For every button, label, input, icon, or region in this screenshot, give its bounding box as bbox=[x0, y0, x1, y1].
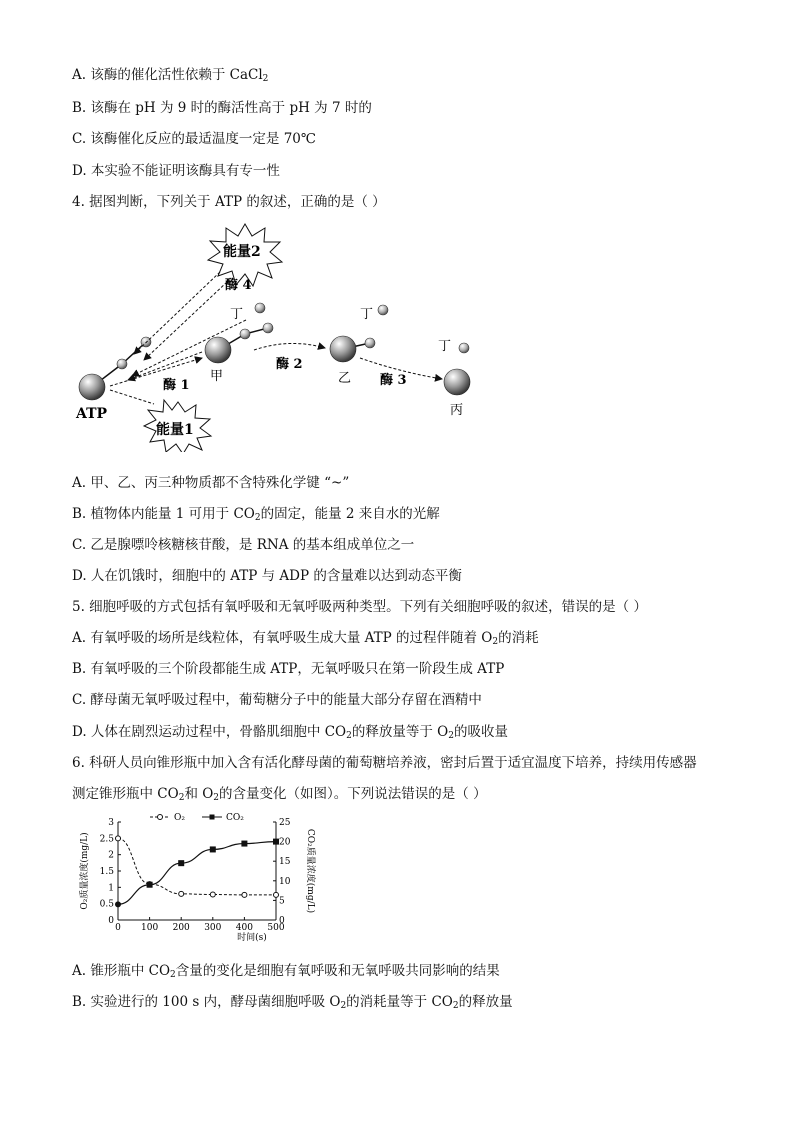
co2-point bbox=[273, 839, 279, 845]
yi-label: 乙 bbox=[338, 371, 352, 386]
y-left-tick-label: 0 bbox=[108, 916, 114, 926]
y-right-tick-label: 25 bbox=[279, 818, 291, 828]
ding-ball-2 bbox=[378, 305, 388, 315]
enzyme2-label: 酶 2 bbox=[276, 357, 303, 372]
bing-ball bbox=[444, 369, 470, 395]
q6-stem-line1: 6. 科研人员向锥形瓶中加入含有活化酵母菌的葡萄糖培养液，密封后置于适宜温度下培养，持续用传感器 bbox=[72, 755, 697, 771]
energy1-label: 能量1 bbox=[156, 422, 194, 438]
x-tick-label: 300 bbox=[204, 923, 222, 933]
yi-ball bbox=[330, 336, 356, 362]
q3-option-d: D. 本实验不能证明该酶具有专一性 bbox=[72, 163, 280, 179]
ding-label-1: 丁 bbox=[230, 307, 244, 322]
q5-option-c: C. 酵母菌无氧呼吸过程中，葡萄糖分子中的能量大部分存留在酒精中 bbox=[72, 692, 482, 708]
q4-option-a: A. 甲、乙、丙三种物质都不含特殊化学键 “~” bbox=[72, 475, 350, 491]
x-tick-label: 100 bbox=[141, 923, 159, 933]
co2-point bbox=[115, 901, 121, 907]
y-right-tick-label: 5 bbox=[279, 896, 285, 907]
x-tick-label: 500 bbox=[267, 923, 285, 933]
o2-co2-chart bbox=[70, 812, 330, 952]
o2-point bbox=[210, 892, 215, 897]
q5-stem: 5. 细胞呼吸的方式包括有氧呼吸和无氧呼吸两种类型。下列有关细胞呼吸的叙述，错误的是（ ） bbox=[72, 599, 647, 615]
bing-label: 丙 bbox=[450, 403, 464, 418]
atp-label: ATP bbox=[76, 406, 108, 422]
q4-stem: 4. 据图判断，下列关于 ATP 的叙述，正确的是（ ） bbox=[72, 194, 386, 210]
x-tick-label: 0 bbox=[115, 923, 121, 933]
q5-option-b: B. 有氧呼吸的三个阶段都能生成 ATP，无氧呼吸只在第一阶段生成 ATP bbox=[72, 661, 505, 677]
q4-option-b: B. 植物体内能量 1 可用于 $CO_2$的固定，能量 2 来自水的光解 bbox=[72, 506, 440, 523]
enzyme4-label: 酶 4 bbox=[225, 278, 252, 293]
jia-phosphate-2 bbox=[263, 323, 273, 333]
y-right-tick-label: 10 bbox=[279, 876, 291, 887]
q5-option-d: D. 人体在剧烈运动过程中，骨骼肌细胞中 $CO_2$的释放量等于 $O_2$的吸收量 bbox=[72, 724, 508, 741]
y-right-axis-label: CO₂质量浓度(mg/L) bbox=[305, 828, 315, 914]
jia-phosphate-1 bbox=[240, 329, 250, 339]
q4-option-c: C. 乙是腺嘌呤核糖核苷酸，是 RNA 的基本组成单位之一 bbox=[72, 537, 415, 553]
q3-option-b: B. 该酶在 pH 为 9 时的酶活性高于 pH 为 7 时的 bbox=[72, 100, 372, 116]
legend-co2-marker bbox=[210, 815, 215, 820]
x-tick-label: 200 bbox=[172, 923, 190, 933]
o2-point bbox=[116, 836, 121, 841]
o2-point bbox=[179, 891, 184, 896]
y-right-tick-label: 20 bbox=[279, 837, 291, 848]
jia-label: 甲 bbox=[210, 369, 224, 384]
q3-option-a: A. 该酶的催化活性依赖于 CaCl$_2$ bbox=[72, 67, 269, 84]
y-left-tick-label: 3 bbox=[108, 818, 114, 828]
atp-ball bbox=[79, 374, 105, 400]
q6-option-b: B. 实验进行的 100 s 内，酵母菌细胞呼吸 $O_2$的消耗量等于 $CO_2$的释放量 bbox=[72, 994, 513, 1011]
enzyme3-label: 酶 3 bbox=[380, 373, 407, 388]
x-axis-label: 时间(s) bbox=[237, 933, 267, 943]
ding-label-2: 丁 bbox=[360, 307, 374, 322]
q4-option-d: D. 人在饥饿时，细胞中的 ATP 与 ADP 的含量难以达到动态平衡 bbox=[72, 568, 462, 584]
ding-ball-3 bbox=[459, 343, 469, 353]
y-left-tick-label: 0.5 bbox=[99, 899, 114, 910]
enzyme1-label: 酶 1 bbox=[163, 378, 190, 393]
co2-point bbox=[210, 846, 216, 852]
yi-phosphate bbox=[365, 338, 375, 348]
q5-option-a: A. 有氧呼吸的场所是线粒体，有氧呼吸生成大量 ATP 的过程伴随着 $O_2$的消耗 bbox=[72, 630, 539, 647]
energy2-label: 能量2 bbox=[223, 244, 261, 260]
y-left-tick-label: 1.5 bbox=[99, 867, 114, 877]
y-right-tick-label: 0 bbox=[279, 916, 285, 926]
q6-option-a: A. 锥形瓶中 $CO_2$含量的变化是细胞有氧呼吸和无氧呼吸共同影响的结果 bbox=[72, 963, 500, 980]
y-left-tick-label: 2.5 bbox=[99, 834, 114, 845]
legend-o2-marker bbox=[158, 815, 163, 820]
o2-point bbox=[242, 892, 247, 897]
co2-point bbox=[241, 841, 247, 847]
co2-point bbox=[178, 860, 184, 866]
y-right-tick-label: 15 bbox=[279, 857, 291, 868]
atp-diagram bbox=[60, 222, 480, 452]
y-left-tick-label: 1 bbox=[108, 883, 114, 894]
q3-option-c: C. 该酶催化反应的最适温度一定是 70℃ bbox=[72, 131, 317, 147]
y-left-tick-label: 2 bbox=[108, 850, 114, 861]
q6-stem-line2: 测定锥形瓶中 $CO_2$和 $O_2$的含量变化（如图）。下列说法错误的是（ ） bbox=[72, 786, 487, 803]
legend-o2-label: O₂ bbox=[174, 813, 185, 823]
jia-ball bbox=[205, 337, 231, 363]
co2-series-line bbox=[118, 842, 276, 905]
atp-phosphate-1 bbox=[117, 359, 127, 369]
ding-label-3: 丁 bbox=[438, 339, 452, 354]
legend-co2-label: CO₂ bbox=[226, 813, 244, 823]
o2-point bbox=[274, 892, 279, 897]
y-left-axis-label: O₂质量浓度(mg/L) bbox=[80, 832, 90, 910]
co2-point bbox=[147, 882, 153, 888]
x-tick-label: 400 bbox=[235, 923, 253, 933]
ding-ball-1 bbox=[255, 303, 265, 313]
